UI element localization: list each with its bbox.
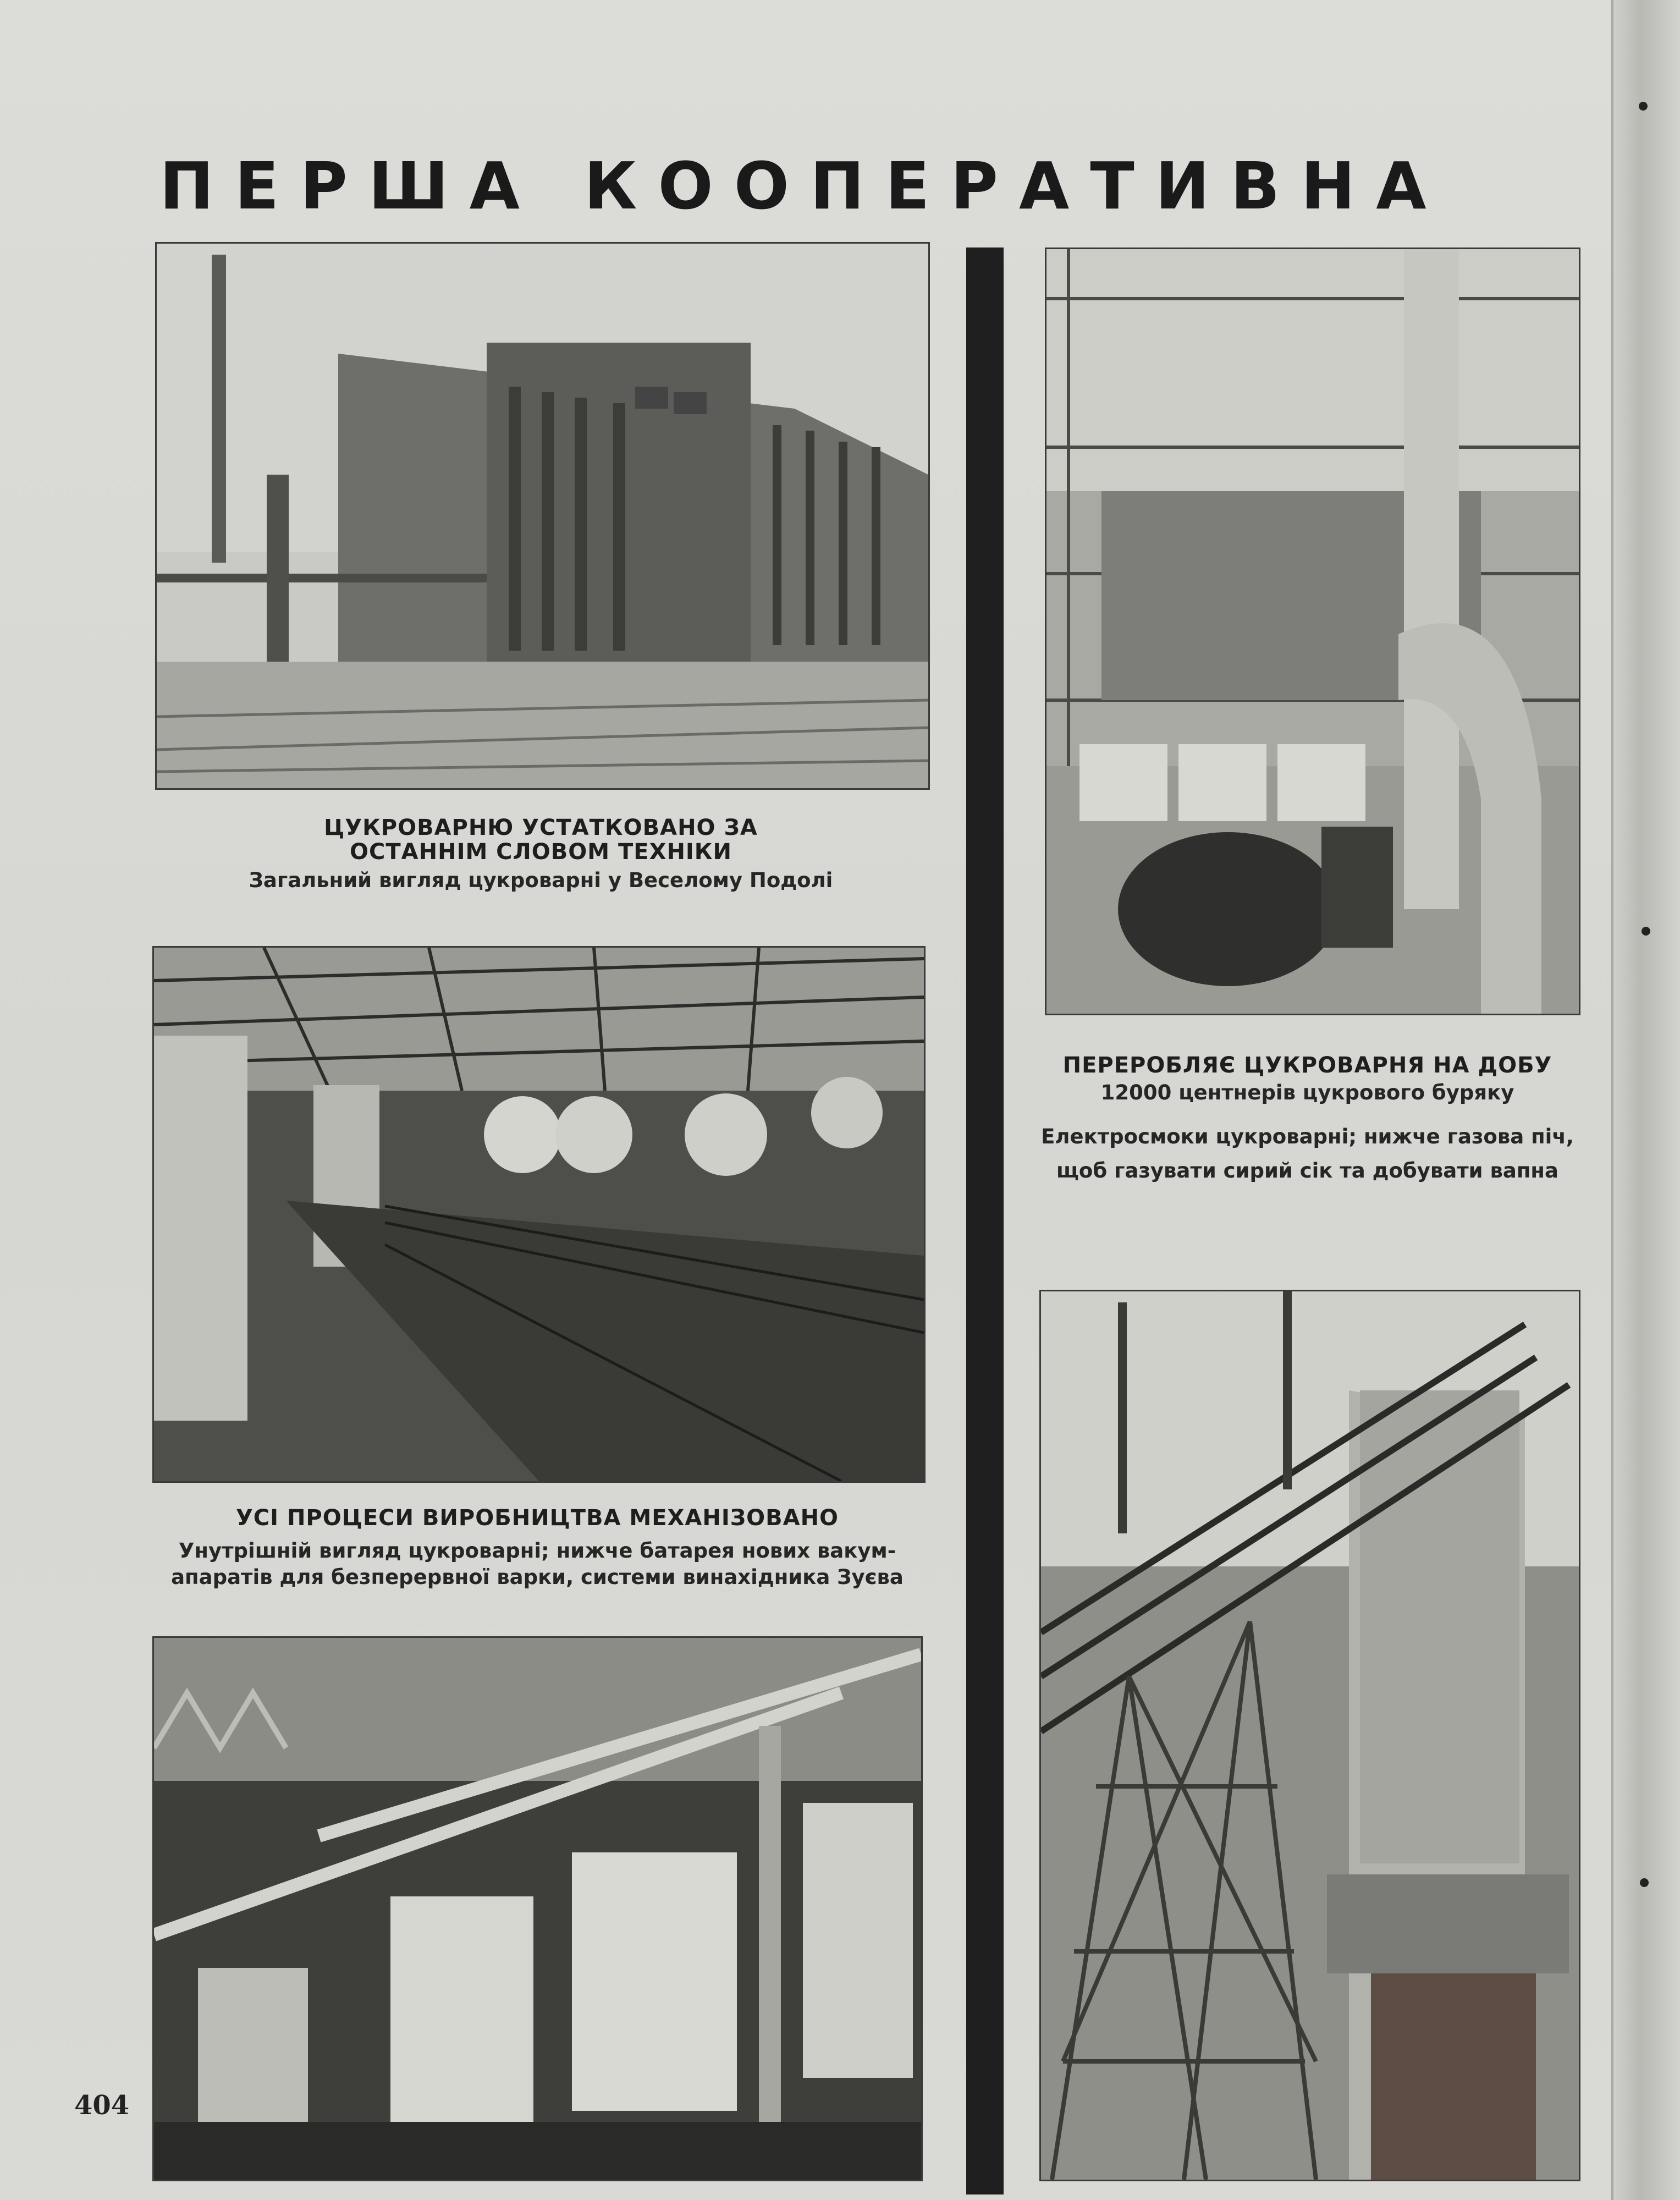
- page-number: 404: [74, 2090, 130, 2121]
- caption-heading: ПЕРЕРОБЛЯЄ ЦУКРОВАРНЯ НА ДОБУ: [1062, 1053, 1552, 1078]
- caption-photo2: [152, 1506, 922, 1591]
- caption-subtitle-line2: апаратів для безперервної варки, системи винахідника Зуєва: [171, 1565, 904, 1589]
- photo-gas-furnace: [1039, 1290, 1580, 2181]
- photo-factory-exterior: [155, 242, 930, 790]
- caption-note-line1: Електросмоки цукроварні; нижче газова піч,: [1041, 1125, 1574, 1148]
- caption-subtitle-line1: Унутрішній вигляд цукроварні; нижче батарея нових вакум-: [178, 1539, 896, 1563]
- caption-heading: УСІ ПРОЦЕСИ ВИРОБНИЦТВА МЕХАНІЗОВАНО: [235, 1505, 839, 1531]
- photo-factory-interior: [152, 946, 926, 1483]
- binding-hole: [1639, 102, 1648, 111]
- column-divider: [966, 248, 1004, 2194]
- caption-subtitle: 12000 центнерів цукрового буряку: [1100, 1081, 1514, 1104]
- caption-photo4: [1012, 1053, 1603, 1184]
- photo-vacuum-apparatus: [152, 1636, 923, 2181]
- caption-subtitle: Загальний вигляд цукроварні у Веселому Подолі: [249, 868, 833, 892]
- page-headline: ПЕРША КООПЕРАТИВНА: [159, 148, 1447, 224]
- binding-hole: [1640, 1878, 1649, 1887]
- page-binding-edge: [1611, 0, 1680, 2200]
- caption-heading: ЦУКРОВАРНЮ УСТАТКОВАНО ЗА ОСТАННІМ СЛОВОМ ТЕХНІКИ: [324, 815, 758, 865]
- binding-hole: [1642, 927, 1650, 936]
- caption-note-line2: щоб газувати сирий сік та добувати вапна: [1056, 1159, 1558, 1182]
- photo-electric-pumps: [1045, 248, 1580, 1015]
- caption-photo1: [155, 816, 927, 894]
